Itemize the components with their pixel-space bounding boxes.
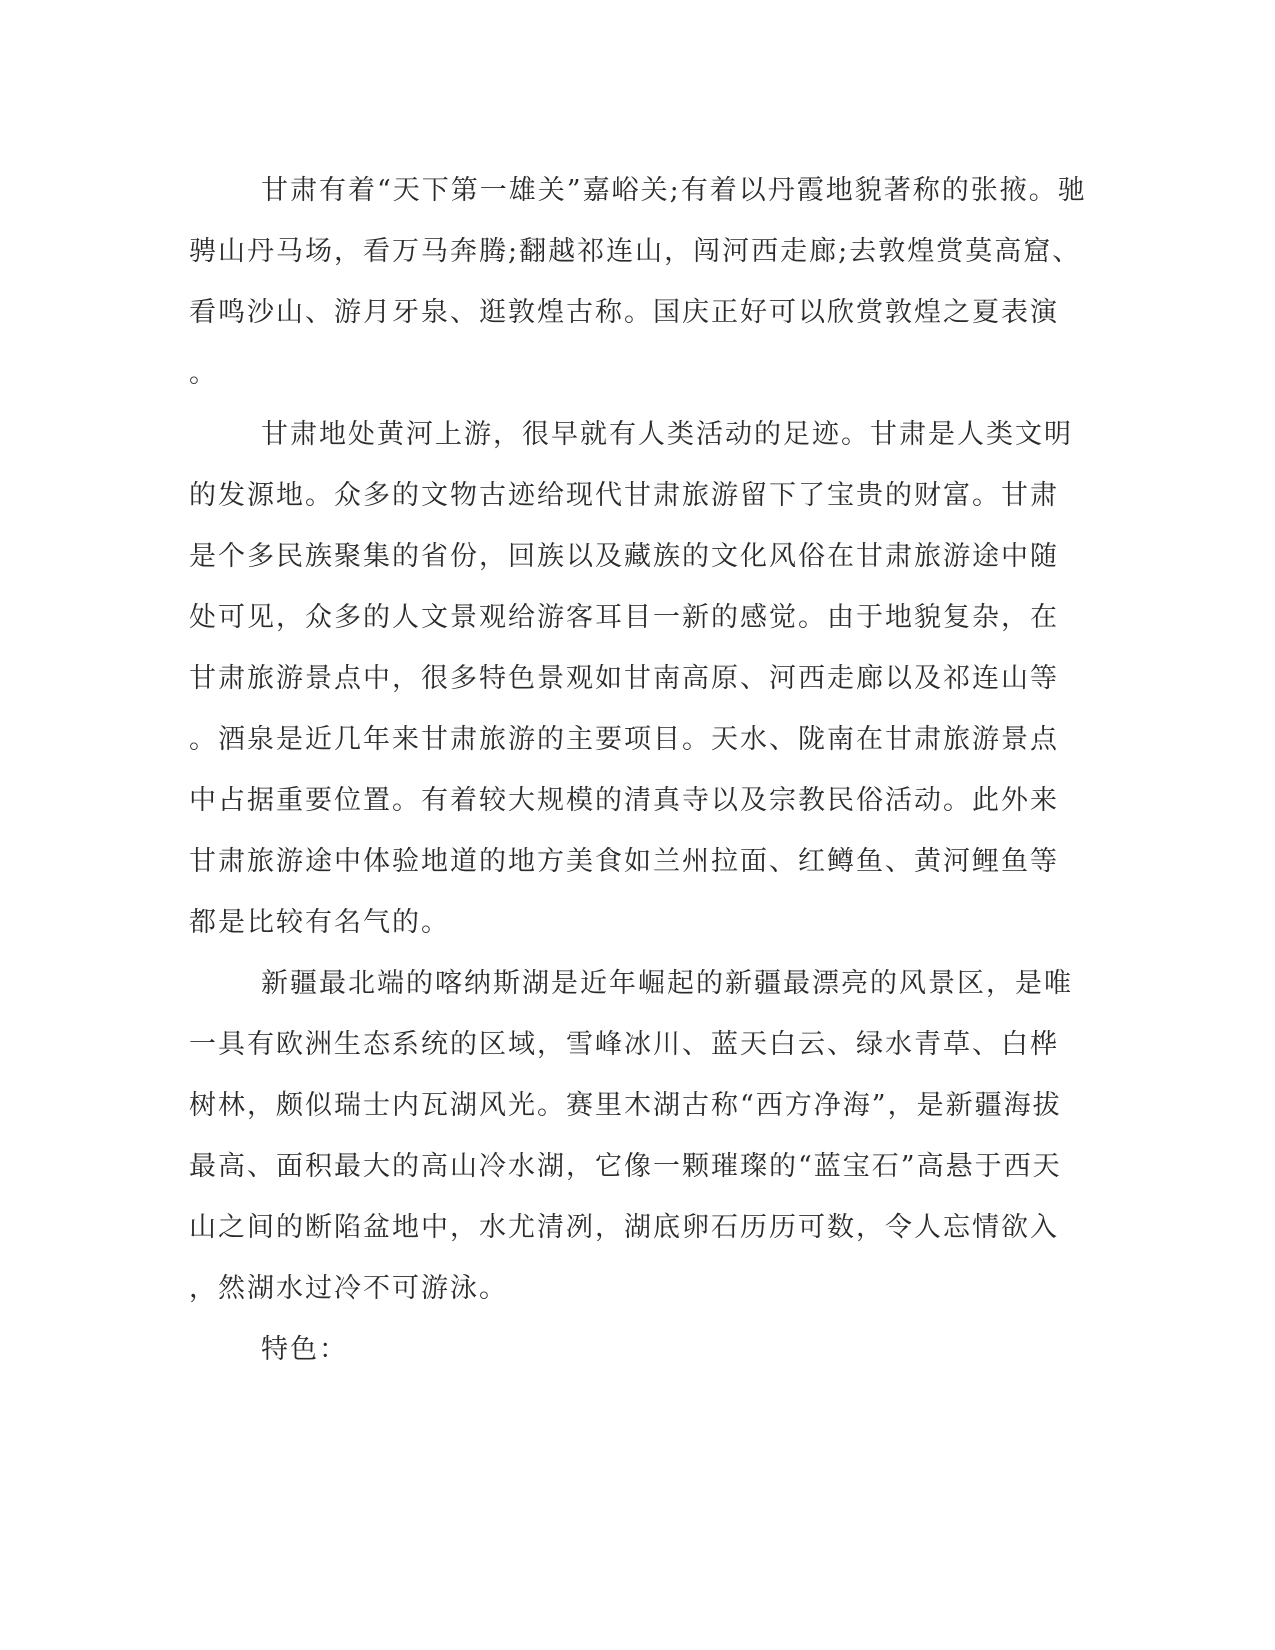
text-line: 树林，颇似瑞士内瓦湖风光。赛里木湖古称“西方净海”，是新疆海拔 bbox=[189, 1090, 1062, 1121]
text-line: 。酒泉是近几年来甘肃旅游的主要项目。天水、陇南在甘肃旅游景点 bbox=[189, 724, 1059, 755]
text-line: 特色： bbox=[261, 1334, 348, 1365]
text-line: 都是比较有名气的。 bbox=[189, 907, 450, 938]
paragraph-xinjiang-lakes bbox=[189, 953, 1073, 1319]
text-line: 山之间的断陷盆地中，水尤清冽，湖底卵石历历可数，令人忘情欲入 bbox=[189, 1212, 1059, 1243]
text-line: ，然湖水过冷不可游泳。 bbox=[189, 1273, 508, 1304]
document-body bbox=[189, 160, 1087, 1380]
text-line: 甘肃有着“天下第一雄关”嘉峪关;有着以丹霞地貌著称的张掖。驰 bbox=[261, 175, 1087, 206]
text-line: 中占据重要位置。有着较大规模的清真寺以及宗教民俗活动。此外来 bbox=[189, 785, 1059, 816]
paragraph-features-heading bbox=[189, 1319, 1069, 1380]
text-line: 骋山丹马场，看万马奔腾;翻越祁连山，闯河西走廊;去敦煌赏莫高窟、 bbox=[189, 236, 1082, 267]
text-line: 最高、面积最大的高山冷水湖，它像一颗璀璨的“蓝宝石”高悬于西天 bbox=[189, 1151, 1062, 1182]
text-line: 是个多民族聚集的省份，回族以及藏族的文化风俗在甘肃旅游途中随 bbox=[189, 541, 1059, 572]
paragraph-gansu-attractions bbox=[189, 160, 1087, 404]
text-line: 甘肃旅游景点中，很多特色景观如甘南高原、河西走廊以及祁连山等 bbox=[189, 663, 1059, 694]
paragraph-gansu-culture bbox=[189, 404, 1073, 953]
text-line: 甘肃旅游途中体验地道的地方美食如兰州拉面、红鳟鱼、黄河鲤鱼等 bbox=[189, 846, 1059, 877]
text-line: 新疆最北端的喀纳斯湖是近年崛起的新疆最漂亮的风景区，是唯 bbox=[261, 968, 1073, 999]
text-line: 。 bbox=[189, 358, 218, 389]
text-line: 的发源地。众多的文物古迹给现代甘肃旅游留下了宝贵的财富。甘肃 bbox=[189, 480, 1059, 511]
text-line: 看鸣沙山、游月牙泉、逛敦煌古称。国庆正好可以欣赏敦煌之夏表演 bbox=[189, 297, 1059, 328]
text-line: 一具有欧洲生态系统的区域，雪峰冰川、蓝天白云、绿水青草、白桦 bbox=[189, 1029, 1059, 1060]
text-line: 处可见，众多的人文景观给游客耳目一新的感觉。由于地貌复杂，在 bbox=[189, 602, 1059, 633]
text-line: 甘肃地处黄河上游，很早就有人类活动的足迹。甘肃是人类文明 bbox=[261, 419, 1073, 450]
